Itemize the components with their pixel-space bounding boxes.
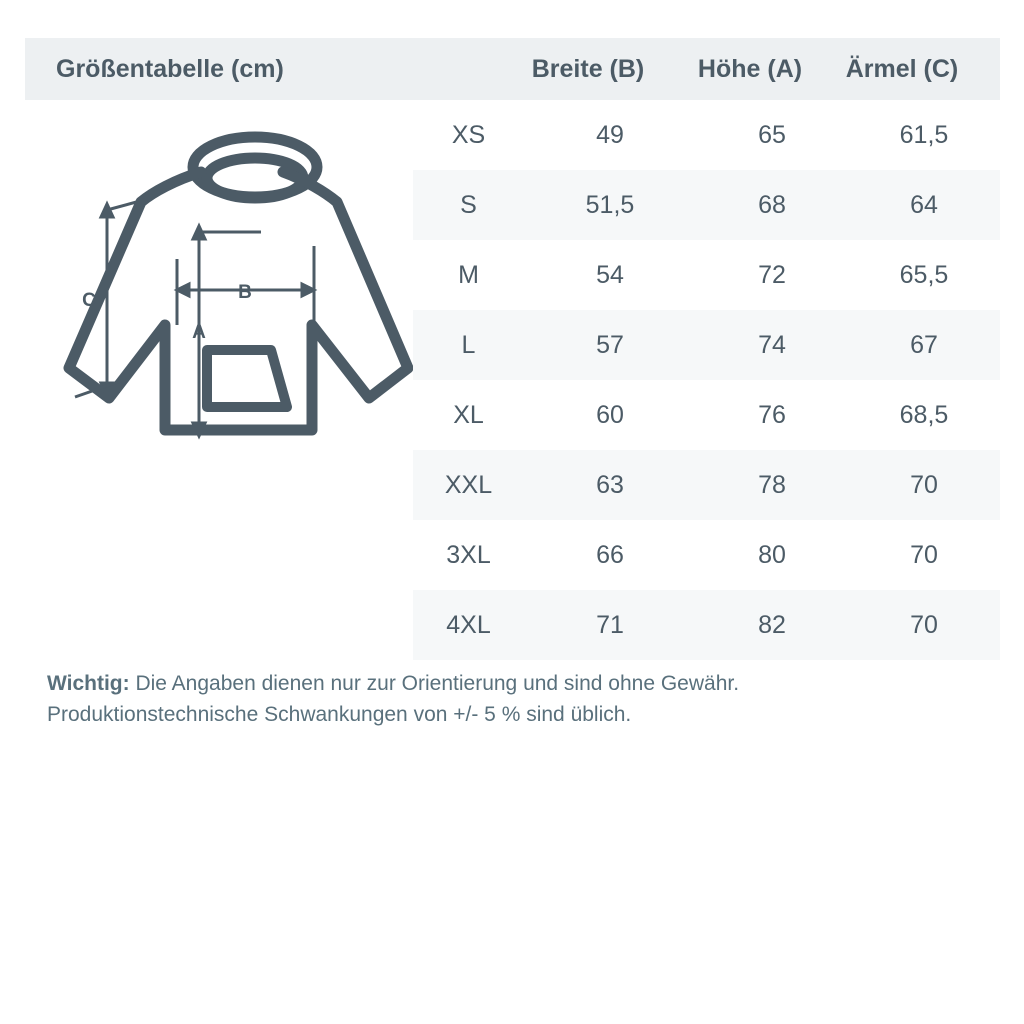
cell-breite: 60	[596, 400, 624, 429]
cell-aermel: 70	[910, 610, 938, 639]
disclaimer-note	[47, 668, 997, 730]
table-header	[25, 38, 1000, 100]
label-width: B	[238, 282, 252, 303]
cell-hoehe: 74	[758, 330, 786, 359]
cell-hoehe: 72	[758, 260, 786, 289]
column-header-aermel: Ärmel (C)	[845, 54, 959, 83]
table-row	[413, 380, 1000, 450]
table-row	[413, 240, 1000, 310]
label-height: A	[192, 322, 206, 343]
cell-aermel: 61,5	[899, 120, 949, 149]
cell-aermel: 70	[910, 470, 938, 499]
cell-hoehe: 80	[758, 540, 786, 569]
label-sleeve: C	[82, 290, 96, 311]
cell-size: M	[458, 260, 479, 289]
size-table	[413, 100, 1000, 660]
table-row	[413, 310, 1000, 380]
cell-breite: 71	[596, 610, 624, 639]
disclaimer-strong: Wichtig:	[47, 672, 130, 695]
cell-aermel: 68,5	[899, 400, 949, 429]
cell-breite: 54	[596, 260, 624, 289]
column-header-breite: Breite (B)	[531, 54, 645, 83]
cell-breite: 57	[596, 330, 624, 359]
disclaimer-line1: Die Angaben dienen nur zur Orientierung und sind ohne Gewähr.	[129, 672, 740, 695]
cell-aermel: 70	[910, 540, 938, 569]
cell-hoehe: 76	[758, 400, 786, 429]
cell-breite: 63	[596, 470, 624, 499]
header-column-group	[502, 55, 1000, 84]
cell-size: XS	[451, 120, 486, 149]
cell-size: XXL	[444, 470, 493, 499]
column-header-hoehe: Höhe (A)	[697, 54, 803, 83]
cell-size: S	[460, 190, 477, 219]
cell-size: 3XL	[446, 540, 491, 569]
table-row	[413, 170, 1000, 240]
cell-breite: 51,5	[585, 190, 635, 219]
cell-hoehe: 82	[758, 610, 786, 639]
cell-size: L	[461, 330, 476, 359]
cell-hoehe: 78	[758, 470, 786, 499]
table-row	[413, 450, 1000, 520]
table-row	[413, 590, 1000, 660]
cell-hoehe: 65	[758, 120, 786, 149]
cell-hoehe: 68	[758, 190, 786, 219]
cell-breite: 66	[596, 540, 624, 569]
disclaimer-line2: Produktionstechnische Schwankungen von +/- 5 % sind üblich.	[47, 703, 632, 726]
page-title: Größentabelle (cm)	[56, 54, 284, 83]
cell-size: 4XL	[446, 610, 491, 639]
cell-aermel: 67	[910, 330, 938, 359]
table-row	[413, 100, 1000, 170]
cell-breite: 49	[596, 120, 624, 149]
hoodie-diagram-icon	[25, 110, 413, 470]
cell-size: XL	[453, 400, 484, 429]
table-row	[413, 520, 1000, 590]
cell-aermel: 65,5	[899, 260, 949, 289]
cell-aermel: 64	[910, 190, 938, 219]
